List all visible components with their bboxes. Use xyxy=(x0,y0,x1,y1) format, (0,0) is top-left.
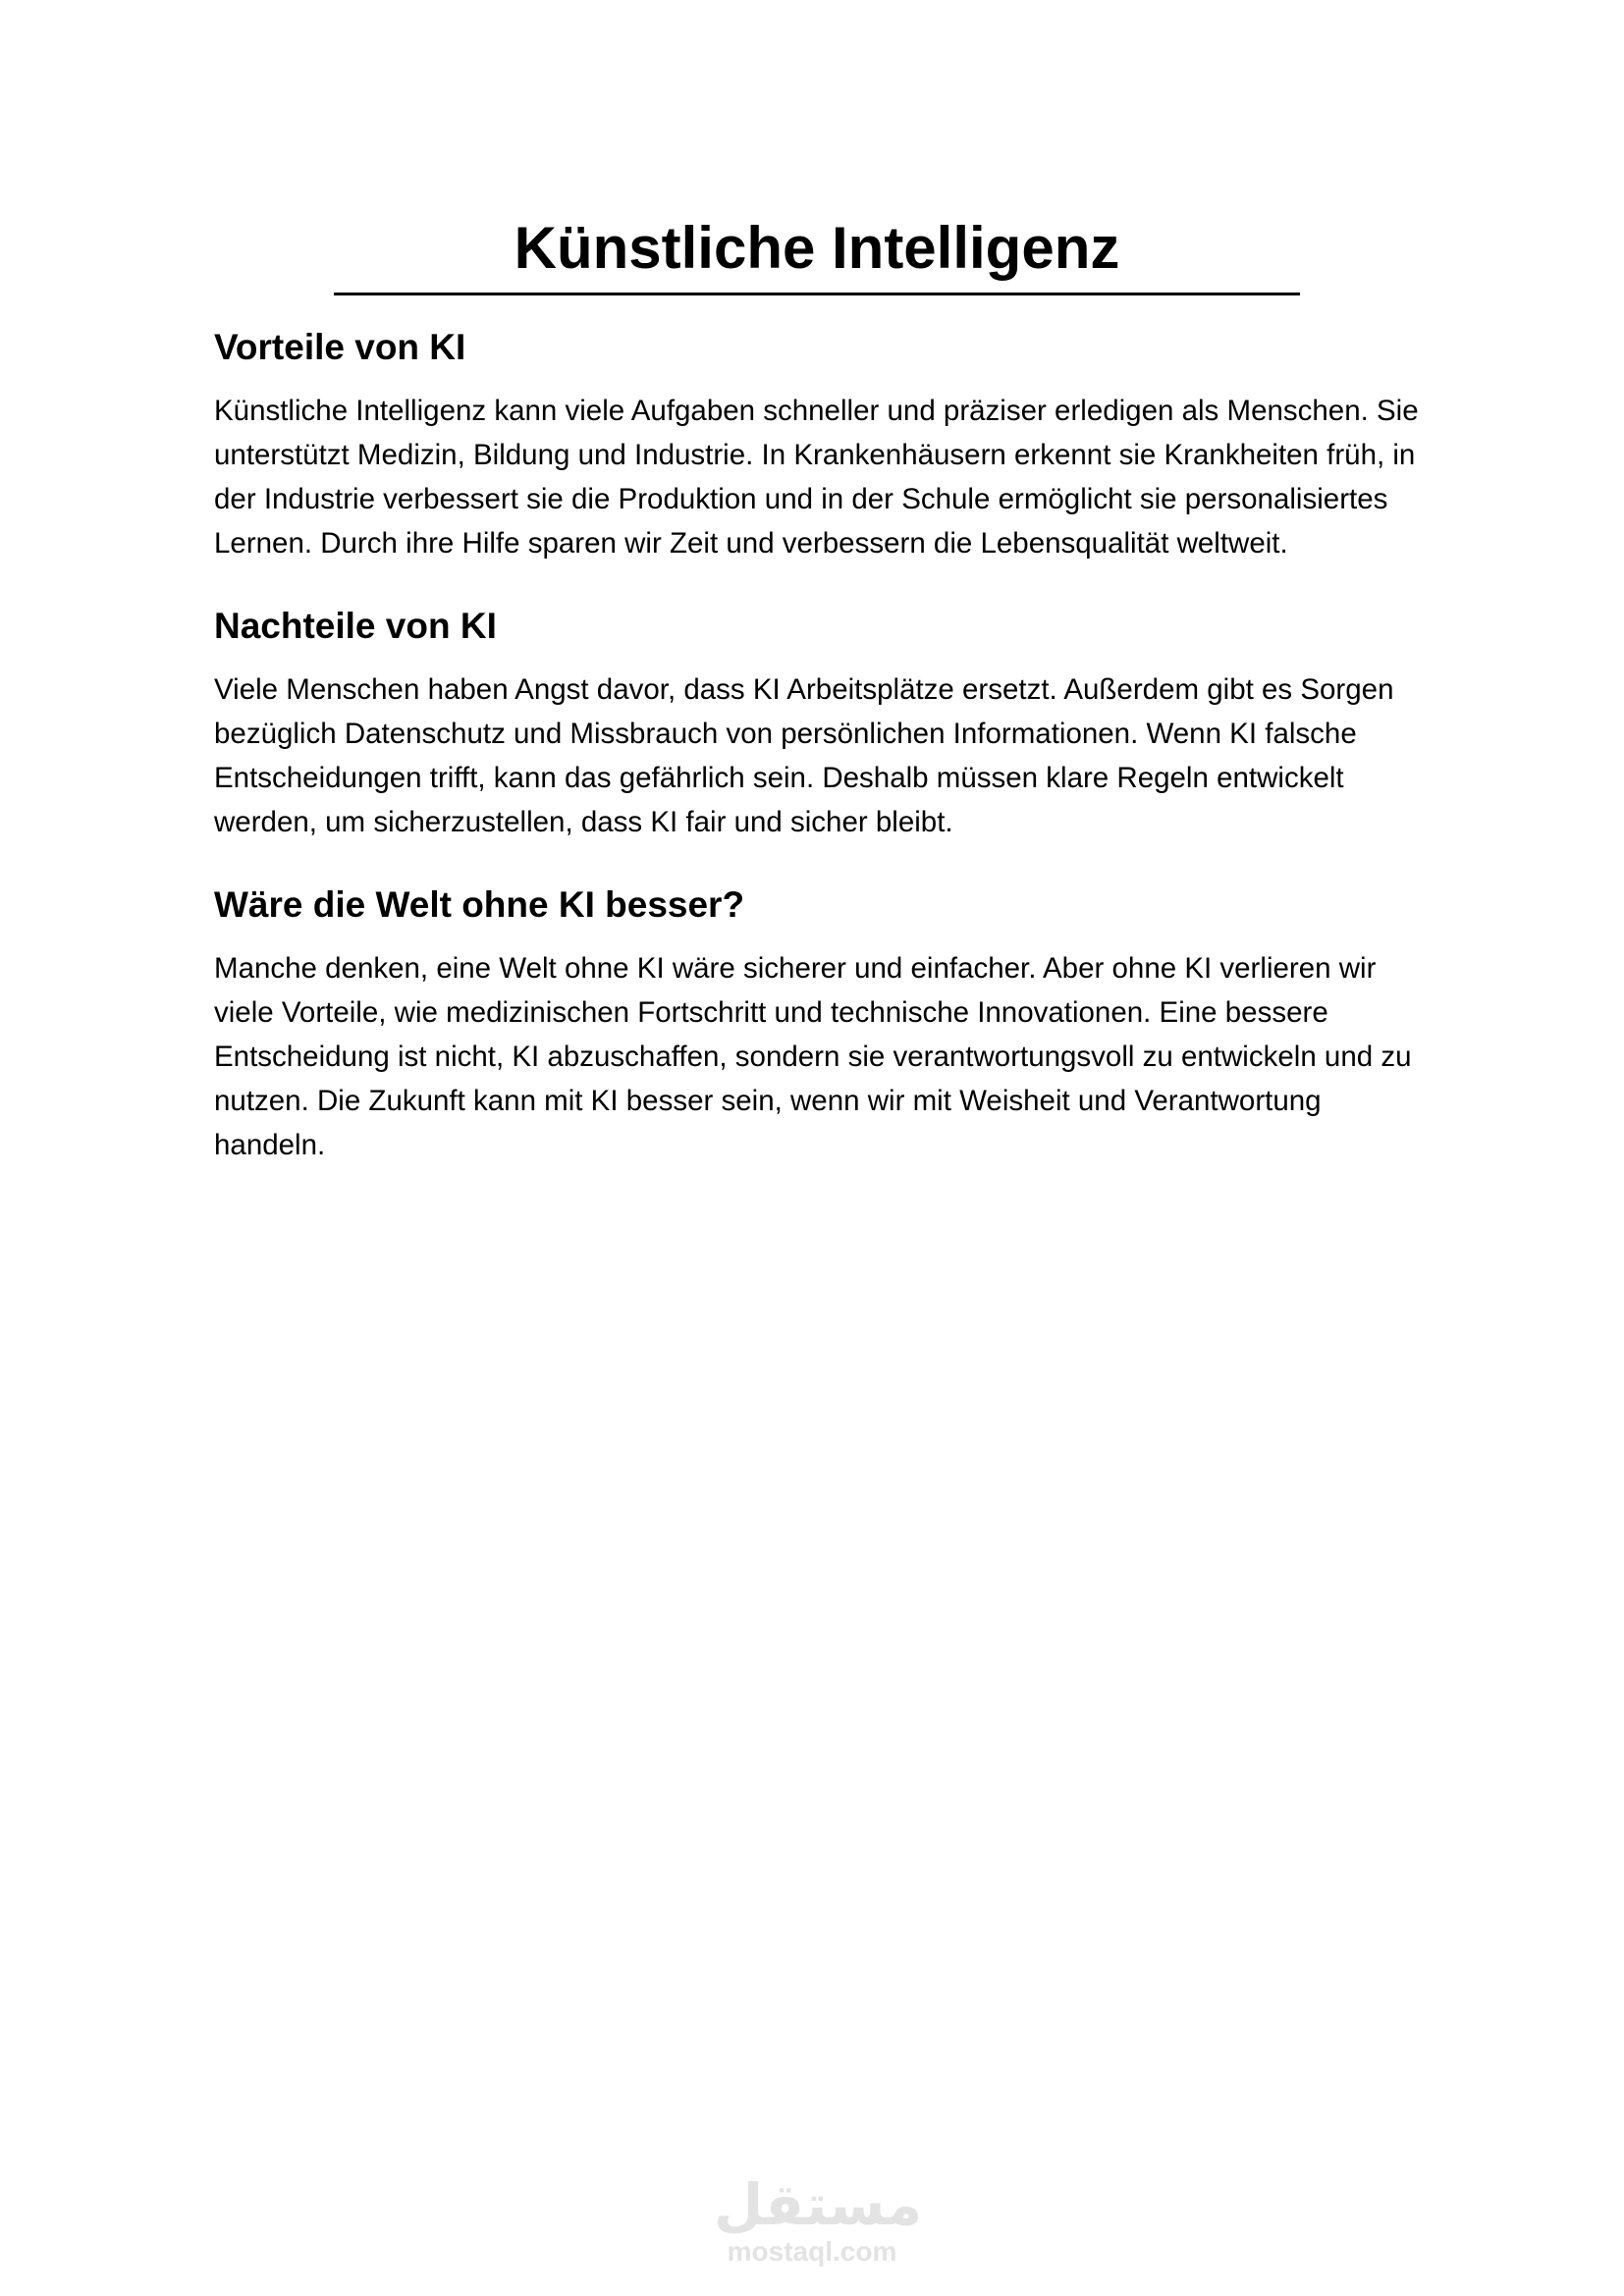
section-disadvantages xyxy=(214,603,1432,844)
section-paragraph: Manche denken, eine Welt ohne KI wäre sicherer und einfacher. Aber ohne KI verlieren wir viele Vorteile, wie medizinischen Fortschritt und technische Innovationen. Eine bessere Entscheidung ist nicht, KI abzuschaffen, sondern sie verantwortungsvoll zu entwickeln und zu nutzen. Die Zukunft kann mit KI besser sein, wenn wir mit Weisheit und Verantwortung handeln. xyxy=(214,952,1412,1161)
section-paragraph: Künstliche Intelligenz kann viele Aufgaben schneller und präziser erledigen als Menschen. Sie unterstützt Medizin, Bildung und Industrie. In Krankenhäusern erkennt sie Krankheiten früh, in der Industrie verbessert sie die Produktion und in der Schule ermöglicht sie personalisiertes Lernen. Durch ihre Hilfe sparen wir Zeit und verbessern die Lebensqualität weltweit. xyxy=(214,395,1419,560)
section-heading: Nachteile von KI xyxy=(214,606,497,646)
section-paragraph: Viele Menschen haben Angst davor, dass KI Arbeitsplätze ersetzt. Außerdem gibt es Sorgen bezüglich Datenschutz und Missbrauch von persönlichen Informationen. Wenn KI falsche Entscheidungen trifft, kann das gefährlich sein. Deshalb müssen klare Regeln entwickelt werden, um sicherzustellen, dass KI fair und sicher bleibt. xyxy=(214,673,1394,838)
document-body xyxy=(214,324,1432,1204)
section-advantages xyxy=(214,324,1432,565)
title-underline xyxy=(334,293,1300,295)
page-title: Künstliche Intelligenz xyxy=(514,215,1120,281)
title-block xyxy=(334,210,1300,287)
section-heading: Vorteile von KI xyxy=(214,327,466,367)
section-heading: Wäre die Welt ohne KI besser? xyxy=(214,884,745,925)
watermark-domain: mostaql.com xyxy=(727,2236,897,2267)
section-world-without-ai xyxy=(214,881,1432,1167)
watermark-arabic-logo: مستقل xyxy=(714,2171,923,2238)
mostaql-watermark xyxy=(714,2171,923,2275)
